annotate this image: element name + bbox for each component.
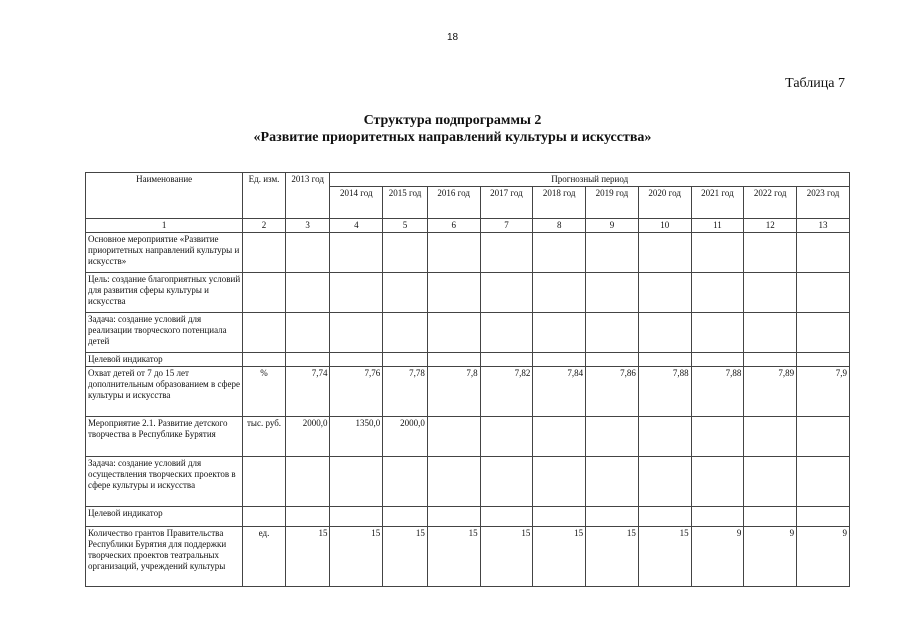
row-value: 15	[427, 527, 480, 587]
row-unit	[243, 457, 286, 507]
row-name: Основное мероприятие «Развитие приоритетных направлений культуры и искусств»	[86, 233, 243, 273]
row-name: Количество грантов Правительства Республики Бурятия для поддержки творческих проектов театральных организаций, учреждений культуры	[86, 527, 243, 587]
row-value: 2000,0	[383, 417, 428, 457]
row-unit: ед.	[243, 527, 286, 587]
title-line-1: Структура подпрограммы 2	[363, 113, 542, 128]
row-value	[533, 273, 586, 313]
row-value: 9	[797, 527, 850, 587]
column-index: 1	[86, 219, 243, 233]
row-value	[744, 273, 797, 313]
row-value	[533, 313, 586, 353]
row-value	[383, 233, 428, 273]
row-value: 15	[285, 527, 330, 587]
row-value: 7,9	[797, 367, 850, 417]
row-value: 7,78	[383, 367, 428, 417]
row-value: 7,84	[533, 367, 586, 417]
row-value: 15	[533, 527, 586, 587]
row-value	[638, 233, 691, 273]
row-value	[797, 313, 850, 353]
row-value	[533, 233, 586, 273]
row-unit	[243, 507, 286, 527]
row-value	[330, 233, 383, 273]
row-value: 7,8	[427, 367, 480, 417]
row-value: 7,76	[330, 367, 383, 417]
row-value: 1350,0	[330, 417, 383, 457]
row-name: Задача: создание условий для реализации творческого потенциала детей	[86, 313, 243, 353]
row-value	[330, 353, 383, 367]
row-value: 15	[383, 527, 428, 587]
row-value	[638, 313, 691, 353]
row-value	[691, 507, 744, 527]
column-index: 3	[285, 219, 330, 233]
row-value	[586, 507, 639, 527]
row-name: Целевой индикатор	[86, 507, 243, 527]
row-value	[744, 233, 797, 273]
table-row	[86, 273, 850, 313]
row-value	[480, 273, 533, 313]
row-value	[285, 507, 330, 527]
row-value	[285, 273, 330, 313]
row-value	[330, 313, 383, 353]
row-value	[797, 353, 850, 367]
row-value	[285, 233, 330, 273]
row-value	[383, 353, 428, 367]
row-value	[480, 457, 533, 507]
title-line-2: «Развитие приоритетных направлений культуры и искусства»	[253, 130, 652, 145]
column-index: 2	[243, 219, 286, 233]
row-value	[586, 457, 639, 507]
row-value	[427, 457, 480, 507]
row-value	[586, 233, 639, 273]
row-value	[285, 313, 330, 353]
table-row	[86, 507, 850, 527]
column-index: 10	[638, 219, 691, 233]
row-value	[691, 313, 744, 353]
table-label: Таблица 7	[785, 76, 845, 91]
row-name: Мероприятие 2.1. Развитие детского творчества в Республике Бурятия	[86, 417, 243, 457]
row-value	[533, 507, 586, 527]
row-value	[691, 233, 744, 273]
row-value	[383, 273, 428, 313]
header-unit: Ед. изм.	[243, 173, 286, 219]
row-value: 7,74	[285, 367, 330, 417]
row-value	[797, 273, 850, 313]
column-index: 9	[586, 219, 639, 233]
row-value	[744, 457, 797, 507]
row-value: 2000,0	[285, 417, 330, 457]
row-value	[330, 507, 383, 527]
table-row	[86, 313, 850, 353]
table-row	[86, 233, 850, 273]
column-index: 13	[797, 219, 850, 233]
row-value	[427, 507, 480, 527]
row-value: 15	[586, 527, 639, 587]
row-value	[586, 273, 639, 313]
header-year: 2020 год	[638, 187, 691, 219]
subprogram-structure-table	[85, 172, 850, 587]
row-value	[638, 417, 691, 457]
row-value: 15	[480, 527, 533, 587]
row-name: Цель: создание благоприятных условий для развития сферы культуры и искусства	[86, 273, 243, 313]
page-number: 18	[446, 32, 459, 43]
row-value	[744, 353, 797, 367]
row-value	[533, 353, 586, 367]
row-value	[427, 233, 480, 273]
row-value: 15	[638, 527, 691, 587]
row-unit	[243, 313, 286, 353]
row-value	[533, 417, 586, 457]
table-title	[0, 112, 905, 146]
row-name: Задача: создание условий для осуществления творческих проектов в сфере культуры и искусства	[86, 457, 243, 507]
row-unit	[243, 233, 286, 273]
row-value	[427, 353, 480, 367]
row-value: 9	[691, 527, 744, 587]
column-index-row	[86, 219, 850, 233]
table-row	[86, 367, 850, 417]
row-value	[586, 353, 639, 367]
row-value	[480, 233, 533, 273]
header-year: 2019 год	[586, 187, 639, 219]
header-name: Наименование	[86, 173, 243, 219]
row-value: 7,88	[691, 367, 744, 417]
row-value	[480, 313, 533, 353]
row-value	[383, 507, 428, 527]
header-year: 2022 год	[744, 187, 797, 219]
row-value	[638, 353, 691, 367]
row-value	[383, 457, 428, 507]
row-value	[330, 273, 383, 313]
row-value	[427, 273, 480, 313]
row-unit	[243, 273, 286, 313]
table-row	[86, 527, 850, 587]
row-value: 9	[744, 527, 797, 587]
row-value	[691, 273, 744, 313]
row-unit: тыс. руб.	[243, 417, 286, 457]
column-index: 12	[744, 219, 797, 233]
column-index: 6	[427, 219, 480, 233]
column-index: 11	[691, 219, 744, 233]
row-value	[638, 457, 691, 507]
row-value: 15	[330, 527, 383, 587]
table-row	[86, 457, 850, 507]
row-value	[285, 457, 330, 507]
header-year: 2023 год	[797, 187, 850, 219]
row-value	[691, 457, 744, 507]
row-value	[480, 353, 533, 367]
row-value	[586, 417, 639, 457]
row-value: 7,82	[480, 367, 533, 417]
row-value	[638, 507, 691, 527]
table-row	[86, 353, 850, 367]
row-value	[744, 313, 797, 353]
row-value	[480, 417, 533, 457]
header-year: 2015 год	[383, 187, 428, 219]
row-name: Целевой индикатор	[86, 353, 243, 367]
row-unit	[243, 353, 286, 367]
row-value	[744, 417, 797, 457]
row-value	[744, 507, 797, 527]
header-year: 2021 год	[691, 187, 744, 219]
row-value	[797, 417, 850, 457]
row-value: 7,88	[638, 367, 691, 417]
row-value	[797, 457, 850, 507]
row-value	[427, 417, 480, 457]
row-value	[330, 457, 383, 507]
row-value	[285, 353, 330, 367]
row-value	[797, 233, 850, 273]
row-value	[427, 313, 480, 353]
column-index: 8	[533, 219, 586, 233]
header-year: 2014 год	[330, 187, 383, 219]
row-name: Охват детей от 7 до 15 лет дополнительным образованием в сфере культуры и искусства	[86, 367, 243, 417]
header-forecast-period: Прогнозный период	[330, 173, 850, 187]
column-index: 4	[330, 219, 383, 233]
header-year: 2018 год	[533, 187, 586, 219]
row-value	[533, 457, 586, 507]
row-value	[691, 417, 744, 457]
row-unit: %	[243, 367, 286, 417]
column-index: 7	[480, 219, 533, 233]
row-value: 7,89	[744, 367, 797, 417]
header-base-year: 2013 год	[285, 173, 330, 219]
row-value	[691, 353, 744, 367]
row-value	[383, 313, 428, 353]
row-value: 7,86	[586, 367, 639, 417]
table-row	[86, 417, 850, 457]
row-value	[638, 273, 691, 313]
column-index: 5	[383, 219, 428, 233]
row-value	[586, 313, 639, 353]
header-year: 2016 год	[427, 187, 480, 219]
row-value	[480, 507, 533, 527]
header-year: 2017 год	[480, 187, 533, 219]
row-value	[797, 507, 850, 527]
